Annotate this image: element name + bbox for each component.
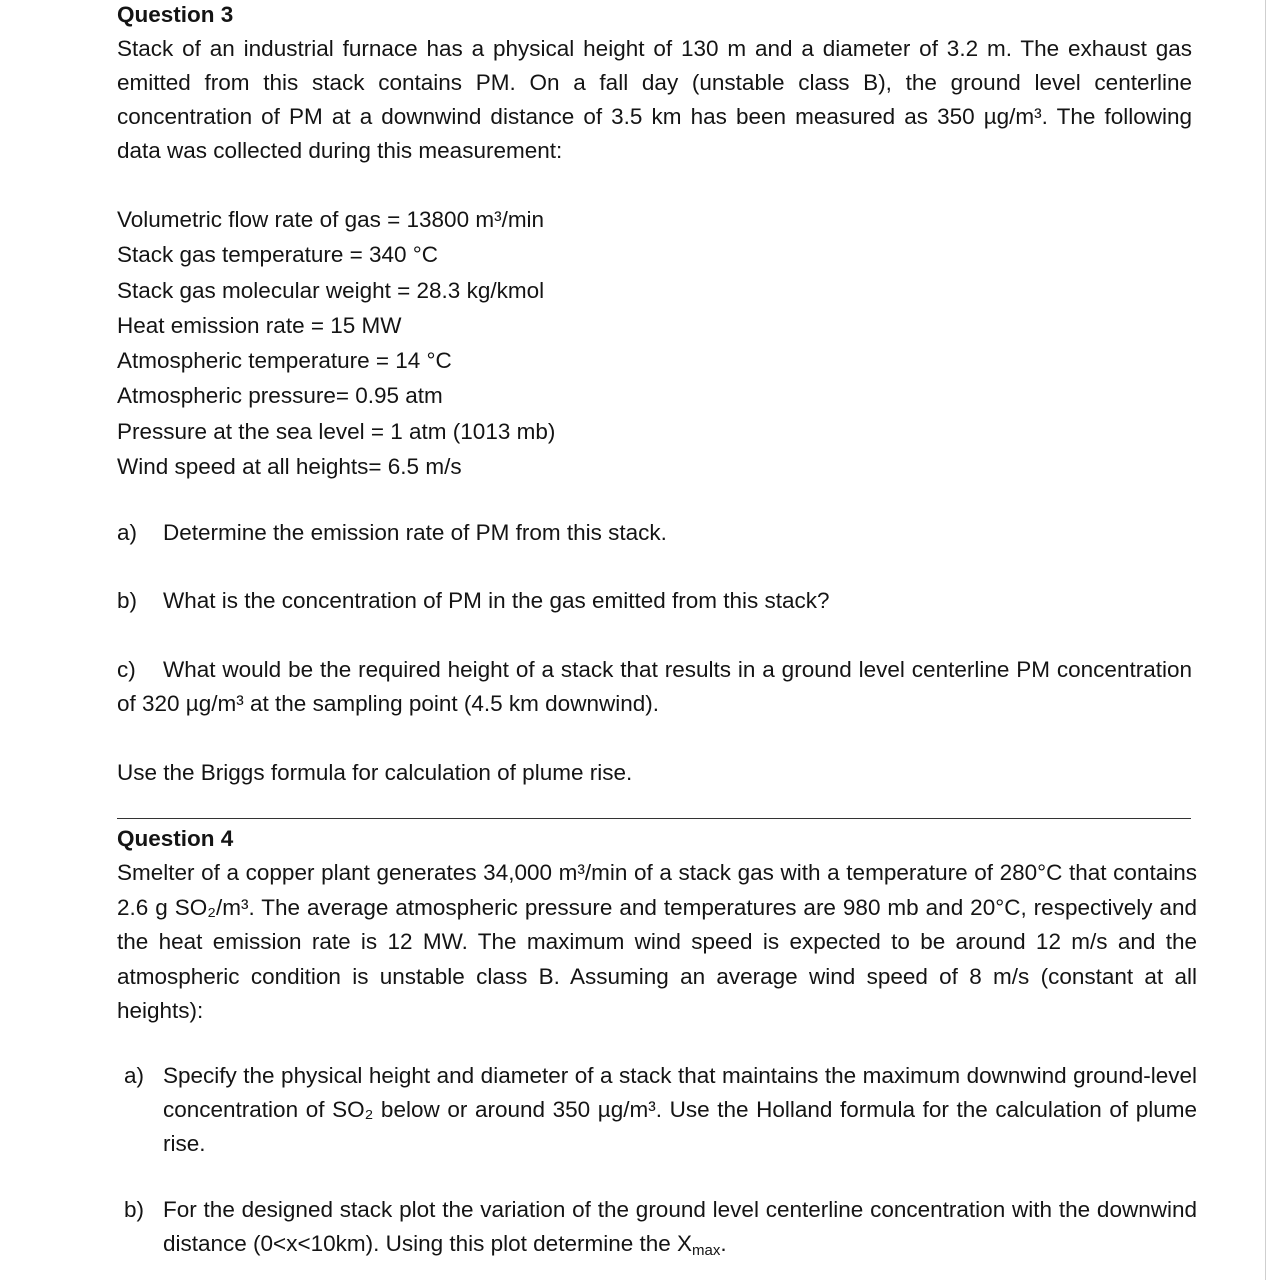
question-3-note: Use the Briggs formula for calculation of plume rise.	[117, 760, 633, 785]
part-label: a)	[124, 1063, 145, 1088]
data-line-flow-rate: Volumetric flow rate of gas = 13800 m³/min	[117, 207, 545, 232]
question-3-section	[117, 0, 1192, 168]
data-line-sea-level-pressure: Pressure at the sea level = 1 atm (1013 mb)	[117, 418, 556, 444]
data-line-molecular-weight: Stack gas molecular weight = 28.3 kg/kmol	[117, 277, 545, 303]
part-text: What is the concentration of PM in the gas emitted from this stack?	[163, 588, 830, 613]
part-text-end: .	[720, 1231, 727, 1256]
question-3-part-c	[117, 653, 1192, 723]
question-4-section	[117, 822, 1197, 1029]
part-text: Determine the emission rate of PM from this stack.	[163, 520, 667, 545]
part-label: b)	[124, 1197, 145, 1222]
part-text: What would be the required height of a stack that results in a ground level centerline PM concentration of 320 µg/m³ at the sampling point (4.5 km downwind).	[117, 657, 1192, 716]
data-line-wind-speed: Wind speed at all heights= 6.5 m/s	[117, 454, 462, 480]
data-line-atm-pressure: Atmospheric pressure= 0.95 atm	[117, 383, 443, 409]
question-4-intro: Smelter of a copper plant generates 34,000 m³/min of a stack gas with a temperature of 280°C that contains 2.6 g SO₂/m³. The average atmospheric pressure and temperatures are 980 mb and 20°C, respectively and the heat emission rate is 12 MW. The maximum wind speed is expected to be around 12 m/s and the atmospheric condition is unstable class B. Assuming an average wind speed of 8 m/s (constant at all heights):	[117, 860, 1197, 1023]
data-line-atm-temp: Atmospheric temperature = 14 °C	[117, 348, 452, 374]
question-3-intro: Stack of an industrial furnace has a physical height of 130 m and a diameter of 3.2 m. The exhaust gas emitted from this stack contains PM. On a fall day (unstable class B), the ground level centerline concentration of PM at a downwind distance of 3.5 km has been measured as 350 µg/m³. The following data was collected during this measurement:	[117, 36, 1192, 163]
part-text: Specify the physical height and diameter of a stack that maintains the maximum downwind ground-level concentration of SO₂ below or around 350 µg/m³. Use the Holland formula for the calculation of plume rise.	[163, 1063, 1197, 1156]
part-text: For the designed stack plot the variation of the ground level centerline concentration with the downwind distance (0<x<10km). Using this plot determine the X	[163, 1197, 1197, 1256]
part-label: c)	[117, 657, 136, 682]
part-label: b)	[117, 588, 138, 613]
part-label: a)	[117, 520, 138, 545]
question-3-data-list	[117, 202, 555, 484]
question-4-title: Question 4	[117, 826, 234, 851]
subscript-max: max	[692, 1242, 721, 1259]
data-line-stack-temp: Stack gas temperature = 340 °C	[117, 242, 439, 268]
data-line-heat-emission: Heat emission rate = 15 MW	[117, 312, 402, 338]
question-3-title: Question 3	[117, 2, 234, 27]
section-divider	[117, 818, 1191, 819]
question-3-note-block	[117, 756, 632, 790]
